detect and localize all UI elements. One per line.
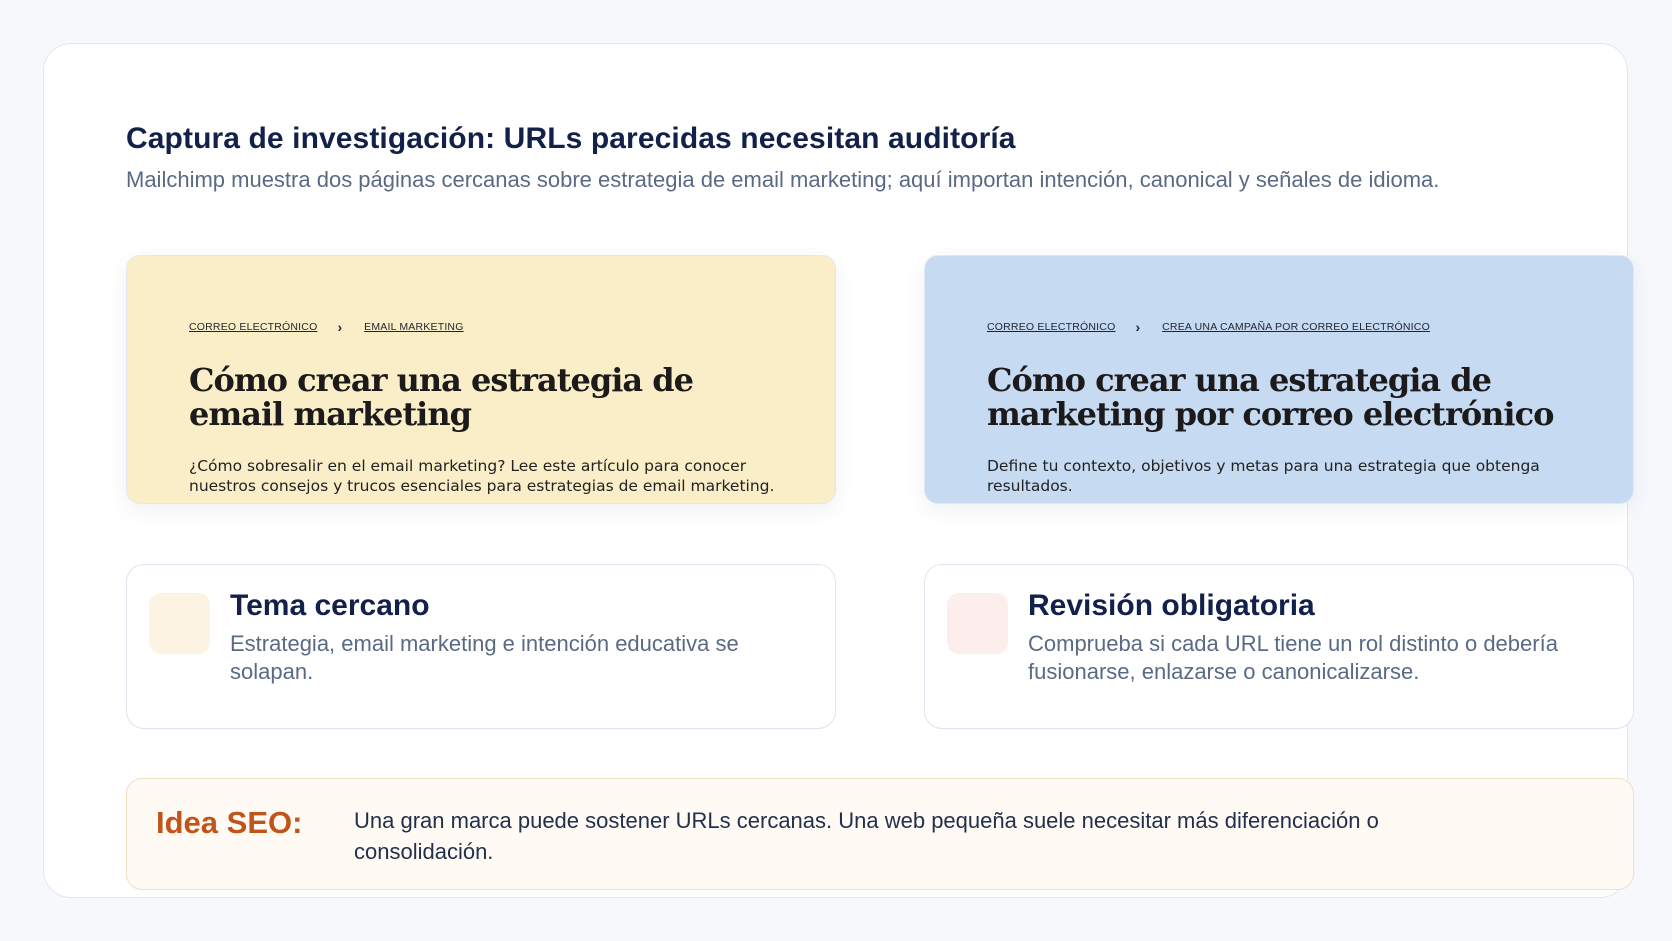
article-title: Cómo crear una estrategia de email marketing	[189, 361, 694, 433]
chevron-right-icon: ›	[337, 319, 343, 335]
card-title: Revisión obligatoria	[1028, 589, 1315, 622]
article-description: ¿Cómo sobresalir en el email marketing? Lee este artículo para conocer nuestros consejos y trucos esenciales para estrategias de email marketing.	[189, 457, 775, 495]
breadcrumb-link-correo[interactable]: CORREO ELECTRÓNICO	[987, 321, 1116, 333]
screenshot-correo-electronico	[924, 255, 1634, 504]
article-description: Define tu contexto, objetivos y metas para una estrategia que obtenga resultados.	[987, 457, 1540, 495]
review-icon	[947, 593, 1008, 654]
research-panel	[43, 43, 1628, 898]
page-title: Captura de investigación: URLs parecidas necesitan auditoría	[126, 122, 1016, 155]
card-text: Comprueba si cada URL tiene un rol distinto o debería fusionarse, enlazarse o canonicalizarse.	[1028, 631, 1558, 684]
card-tema-cercano	[126, 564, 836, 729]
card-text: Estrategia, email marketing e intención educativa se solapan.	[230, 631, 739, 684]
breadcrumb-link-email-marketing[interactable]: EMAIL MARKETING	[364, 321, 464, 333]
seo-idea-callout	[126, 778, 1634, 890]
card-title: Tema cercano	[230, 589, 430, 622]
breadcrumb	[189, 321, 464, 333]
idea-text: Una gran marca puede sostener URLs cercanas. Una web pequeña suele necesitar más diferenciación o consolidación.	[354, 808, 1379, 864]
breadcrumb-link-correo[interactable]: CORREO ELECTRÓNICO	[189, 321, 318, 333]
page-subtitle: Mailchimp muestra dos páginas cercanas sobre estrategia de email marketing; aquí importan intención, canonical y señales de idioma.	[126, 167, 1440, 192]
topic-icon	[149, 593, 210, 654]
article-title: Cómo crear una estrategia de marketing por correo electrónico	[987, 361, 1554, 433]
card-revision-obligatoria	[924, 564, 1634, 729]
screenshot-email-marketing	[126, 255, 836, 504]
chevron-right-icon: ›	[1135, 319, 1141, 335]
idea-label: Idea SEO:	[156, 805, 303, 840]
breadcrumb	[987, 321, 1430, 333]
breadcrumb-link-campana[interactable]: CREA UNA CAMPAÑA POR CORREO ELECTRÓNICO	[1162, 321, 1430, 333]
